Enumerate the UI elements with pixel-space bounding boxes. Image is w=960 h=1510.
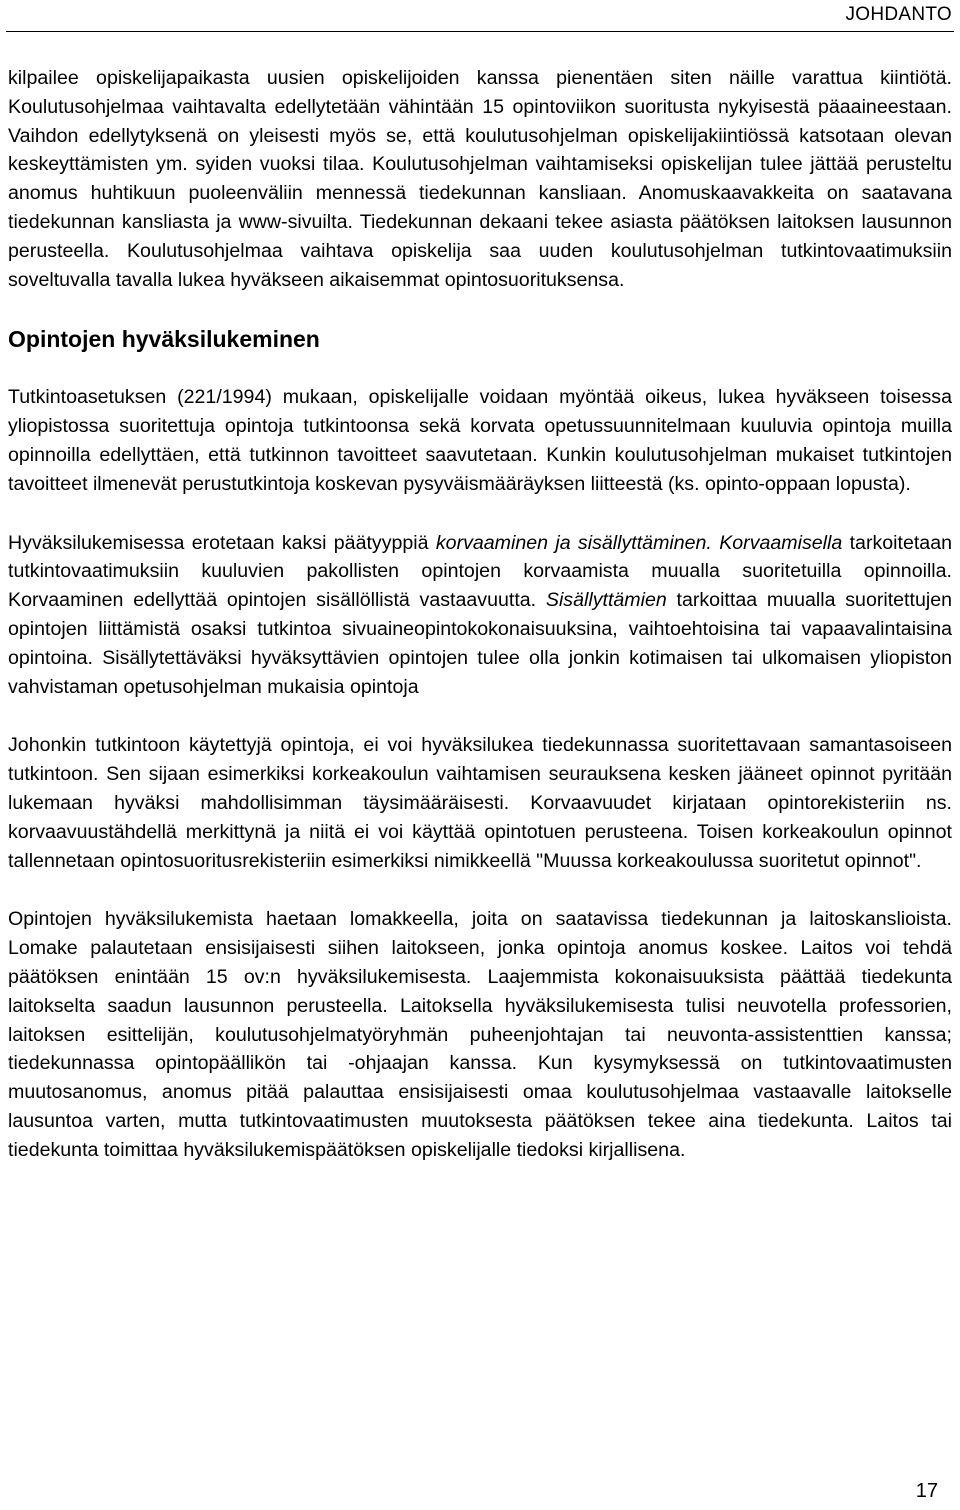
paragraph-application-process: Opintojen hyväksilukemista haetaan lomakkeella, joita on saatavissa tiedekunnan ja laitoskanslioista. Lomake palautetaan ensisijaisesti siihen laitokseen, jonka opintoja anomus koskee. Laitos voi tehdä päätöksen enintään 15 ov:n hyväksilukemisesta. Laajemmista kokonaisuuksista päättää tiedekunta laitokselta saadun lausunnon perusteella. Laitoksella hyväksilukemisesta tulisi neuvotella professorien, laitoksen esittelijän, koulutusohjelmatyöryhmän puheenjohtajan tai neuvonta-assistenttien kanssa; tiedekunnassa opintopäällikön tai -ohjaajan kanssa. Kun kysymyksessä on tutkintovaatimusten muutosanomus, anomus pitää palauttaa ensisijaisesti omaa koulutusohjelmaa vastaavalle laitokselle lausuntoa varten, mutta tutkintovaatimusten muutoksesta päätöksen tekee aina tiedekunta. Laitos tai tiedekunta toimittaa hyväksilukemispäätöksen opiskelijalle tiedoksi kirjallisena. xyxy=(8,908,952,1161)
emphasis-types: korvaaminen ja sisällyttäminen. xyxy=(435,531,712,554)
page-body xyxy=(8,64,952,1195)
running-header: JOHDANTO xyxy=(845,4,952,25)
paragraph-program-change: kilpailee opiskelijapaikasta uusien opiskelijoiden kanssa pienentäen siten näille varattua kiintiötä. Koulutusohjelmaa vaihtavalta edellytetään vähintään 15 opintoviikon suoritusta nykyisestä päaaineestaan. Vaihdon edellytyksenä on yleisesti myös se, että koulutusohjelman opiskelijakiintiössä katsotaan olevan keskeyttämisten ym. syiden vuoksi tilaa. Koulutusohjelman vaihtamiseksi opiskelijan tulee jättää perusteltu anomus huhtikuun puoleenväliin mennessä tiedekunnan kansliaan. Anomuskaavakkeita on saatavana tiedekunnan kansliasta ja www-sivuilta. Tiedekunnan dekaani tekee asiasta päätöksen laitoksen lausunnon perusteella. Koulutusohjelmaa vaihtava opiskelija saa uuden koulutusohjelman tutkintovaatimuksiin soveltuvalla tavalla lukea hyväkseen aikaisemmat opintosuorituksensa. xyxy=(8,67,952,291)
emphasis-korvaamisella: Korvaamisella xyxy=(719,531,843,554)
text-run: tarkoittaa muualla suoritettujen opintojen liittämistä osaksi tutkintoa sivuaineopintokokonaisuuksina, vaihtoehtoisina tai vapaavalintaisina opintoina. Sisällytettäväksi hyväksyttävien opintojen tulee olla jonkin kotimaisen tai ulkomaisen yliopiston vahvistaman opetusohjelman mukaisia opintoja xyxy=(8,589,952,698)
paragraph-degree-decree: Tutkintoasetuksen (221/1994) mukaan, opiskelijalle voidaan myöntää oikeus, lukea hyväkseen toisessa yliopistossa suoritettuja opintoja tutkintoonsa sekä korvata opetussuunnitelmaan kuuluvia opintoja muilla opinnoilla edellyttäen, että tutkinnon tavoitteet saavutetaan. Kunkin koulutusohjelman mukaiset tutkintojen tavoitteet ilmenevät perustutkintoja koskevan pysyväismääräyksen liitteestä (ks. opinto-oppaan lopusta). xyxy=(8,386,952,495)
paragraph-credit-types xyxy=(8,529,952,702)
header-rule xyxy=(6,31,954,32)
text-run: Hyväksilukemisessa erotetaan kaksi päätyyppiä xyxy=(8,531,436,554)
emphasis-sisallyttamien: Sisällyttämien xyxy=(545,589,667,612)
paragraph-used-credits: Johonkin tutkintoon käytettyjä opintoja, ei voi hyväksilukea tiedekunnassa suoritettavaan samantasoiseen tutkintoon. Sen sijaan esimerkiksi korkeakoulun vaihtamisen seurauksena kesken jääneet opinnot pyritään lukemaan hyväksi mahdollisimman täysimääräisesti. Korvaavuudet kirjataan opintorekisteriin ns. korvaavuustähdellä merkittynä ja niitä ei voi käyttää opintotuen perusteena. Toisen korkeakoulun opinnot tallennetaan opintosuoritusrekisteriin esimerkiksi nimikkeellä "Muussa korkeakoulussa suoritetut opinnot". xyxy=(8,734,952,872)
page-number: 17 xyxy=(915,1480,938,1502)
section-heading: Opintojen hyväksilukeminen xyxy=(8,326,320,353)
text-run: tarkoitetaan tutkintovaatimuksiin kuuluvien pakollisten opintojen korvaamista muualla suoritetuilla opinnoilla. Korvaaminen edellyttää opintojen sisällöllistä vastaavuutta. xyxy=(8,531,952,612)
